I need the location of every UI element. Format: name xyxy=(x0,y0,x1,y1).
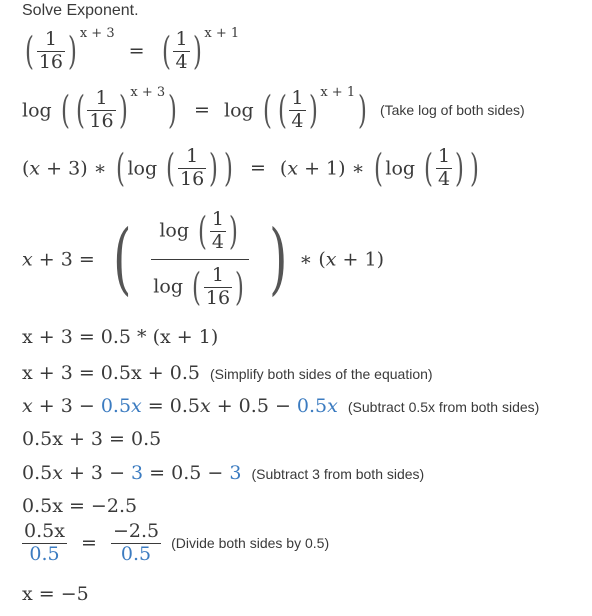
take-log-step: log ( ( $\frac{1}{16}$ ) $^{x + 3}$) = log ( ( $\frac{1}{4}$ ) $^{x + 1}$) (Take log of both sides) xyxy=(22,85,525,133)
exponent-left: x + 3 xyxy=(79,26,115,41)
note-divide: (Divide both sides by 0.5) xyxy=(171,535,330,552)
note-simplify: (Simplify both sides of the equation) xyxy=(210,366,433,382)
step-6: x + 3 = 0.5x + 0.5 (Simplify both sides of the equation) xyxy=(22,362,433,384)
final-answer: x = −5 xyxy=(22,583,89,605)
isolate-step: x + 3 = ( log ( $\frac{1}{4}$ ) log ( $\frac{1}{16}$ ) ) ∗ (x + 1) xyxy=(22,208,384,310)
step-5: x + 3 = 0.5 * (x + 1) xyxy=(22,326,219,348)
step-11: $\frac{0.5x}{0.5}$ = $\frac{-2.5}{0.5}$ (Divide both sides by 0.5) xyxy=(24,520,330,565)
note-subtract-three: (Subtract 3 from both sides) xyxy=(251,466,425,482)
divide-left-fraction: $\frac{0.5x}{0.5}$ xyxy=(24,520,65,565)
note-take-log: (Take log of both sides) xyxy=(379,102,525,119)
page-title: Solve Exponent. xyxy=(22,2,139,19)
fraction-one-sixteenth: $\frac{1}{16}$ xyxy=(38,28,64,73)
log-ratio-fraction: log ( $\frac{1}{4}$ ) log ( $\frac{1}{16}$ ) xyxy=(151,210,249,309)
power-rule-step: (x + 3) ∗ ( log ( $\frac{1}{16}$ ) ) = (x + 1) ∗ ( log ( $\frac{1}{4}$ ) ) xyxy=(22,145,479,191)
step-8: 0.5x + 3 = 0.5 xyxy=(22,428,162,450)
step-9: 0.5x + 3 − 3 = 0.5 − 3 (Subtract 3 from both sides) xyxy=(22,462,425,484)
exponent-right: x + 1 xyxy=(204,26,240,41)
note-subtract-half-x: (Subtract 0.5x from both sides) xyxy=(347,399,540,415)
divide-right-fraction: $\frac{-2.5}{0.5}$ xyxy=(112,520,160,565)
step-10: 0.5x = −2.5 xyxy=(22,495,138,517)
fraction-one-quarter: $\frac{1}{4}$ xyxy=(175,28,188,73)
step-7: x + 3 − 0.5x = 0.5x + 0.5 − 0.5x (Subtract 0.5x from both sides) xyxy=(22,395,540,417)
original-equation: ( $\frac{1}{16}$ ) $^{x + 3}$ = ( $\frac{1}{4}$ ) $^{x + 1}$ xyxy=(24,26,240,74)
